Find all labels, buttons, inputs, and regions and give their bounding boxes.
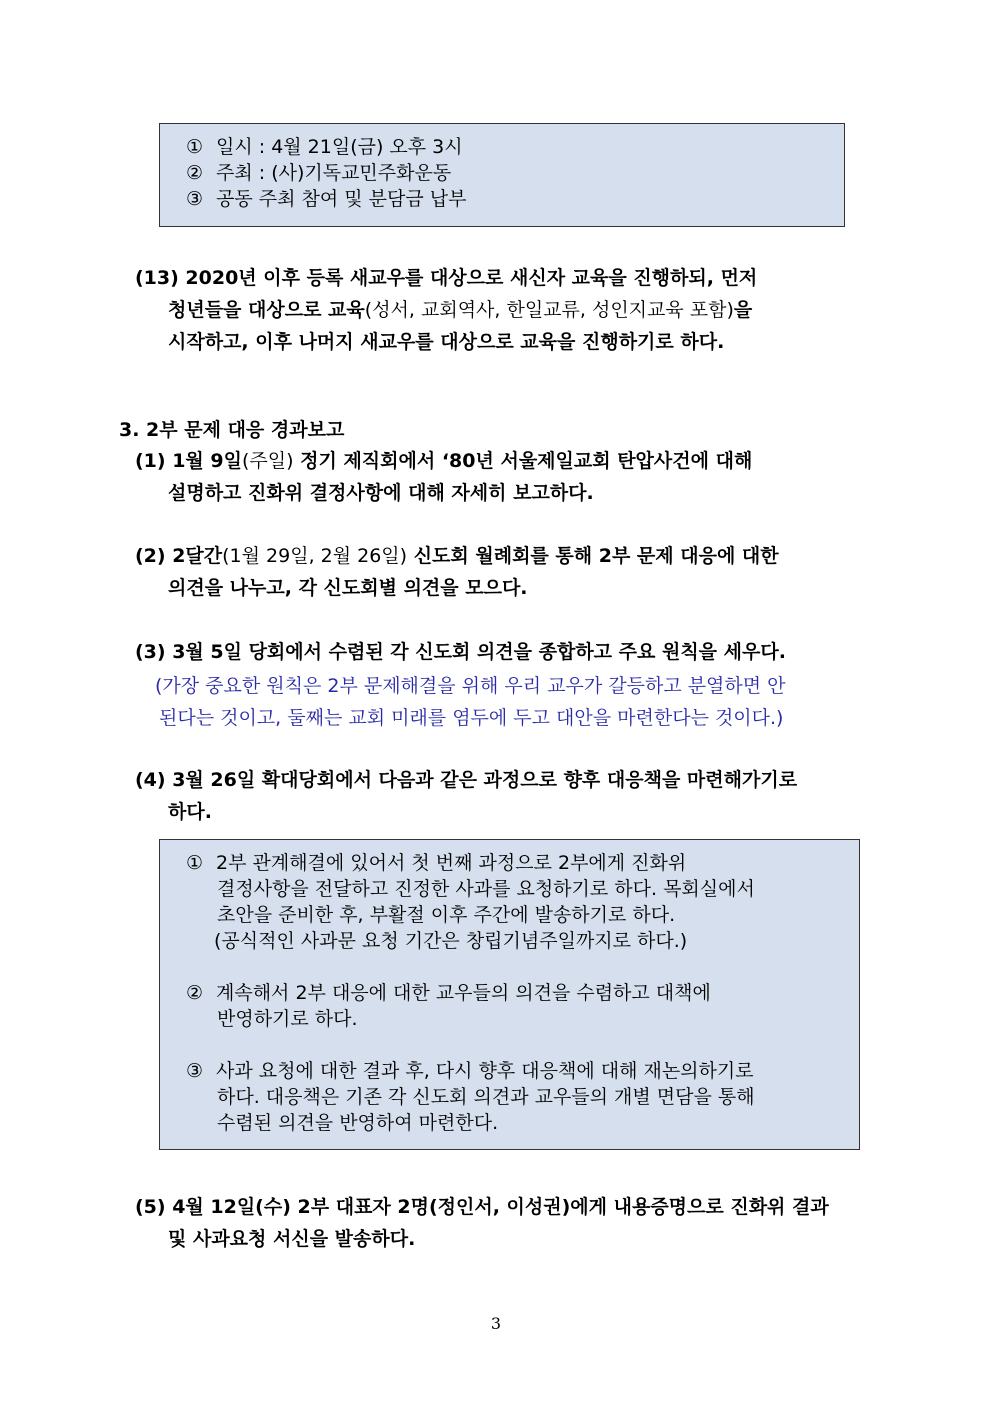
item-5: (5) 4월 12일(수) 2부 대표자 2명(정인서, 이성권)에게 내용증명으로 진화위 결과 및 사과요청 서신을 발송하다. xyxy=(135,1196,829,1250)
box1-item: ② 주최 : (사)기독교민주화운동 xyxy=(186,162,452,184)
plan-item: ① 2부 관계해결에 있어서 첫 번째 과정으로 2부에게 진화위 xyxy=(186,852,687,874)
page-number: 3 xyxy=(490,1314,502,1333)
section-heading: 3. 2부 문제 대응 경과보고 xyxy=(119,419,345,441)
box1-item: ③ 공동 주최 참여 및 분담금 납부 xyxy=(186,188,467,210)
box1-item: ① 일시 : 4월 21일(금) 오후 3시 xyxy=(186,136,463,158)
item-4: (4) 3월 26일 확대당회에서 다음과 같은 과정으로 향후 대응책을 마련해가기로 하다. xyxy=(135,769,798,823)
response-plan-box: ① 2부 관계해결에 있어서 첫 번째 과정으로 2부에게 진화위 결정사항을 전달하고 진정한 사과를 요청하기로 하다. 목회실에서 초안을 준비한 후, 부활절 이후 주간에 발송하기로 하다. (공식적인 사과문 요청 기간은 창립기념주일까지로 하다.) ② 계속해서 2부 대응에 대한 교우들의 의견을 수렴하고 대책에 반영하기로 하다. ③ 사과 요청에 대한 결과 후, 다시 향후 대응책에 대해 재논의하기로 하다. 대응책은 기존 각 신도회 의견과 교우들의 개별 면담을 통해 수렴된 의견을 반영하여 마련한다. xyxy=(159,839,860,1150)
principle-note: (가장 중요한 원칙은 2부 문제해결을 위해 우리 교우가 갈등하고 분열하면 안 된다는 것이고, 둘째는 교회 미래를 염두에 두고 대안을 마련한다는 것이다.) xyxy=(155,675,786,729)
item-3: (3) 3월 5일 당회에서 수렴된 각 신도회 의견을 종합하고 주요 원칙을 세우다. xyxy=(135,641,786,663)
item-2: (2) 2달간(1월 29일, 2월 26일) 신도회 월례회를 통해 2부 문제 대응에 대한 의견을 나누고, 각 신도회별 의견을 모으다. xyxy=(135,545,779,599)
plan-item: ② 계속해서 2부 대응에 대한 교우들의 의견을 수렴하고 대책에 xyxy=(186,982,711,1004)
meeting-info-box xyxy=(159,123,845,227)
item-1: (1) 1월 9일(주일) 정기 제직회에서 ‘80년 서울제일교회 탄압사건에 대해 설명하고 진화위 결정사항에 대해 자세히 보고하다. xyxy=(135,450,753,504)
item-13: (13) 2020년 이후 등록 새교우를 대상으로 새신자 교육을 진행하되, 먼저 청년들을 대상으로 교육(성서, 교회역사, 한일교류, 성인지교육 포함)을 시작하고, 이후 나머지 새교우를 대상으로 교육을 진행하기로 하다. xyxy=(135,267,758,353)
plan-item: ③ 사과 요청에 대한 결과 후, 다시 향후 대응책에 대해 재논의하기로 xyxy=(186,1060,754,1082)
